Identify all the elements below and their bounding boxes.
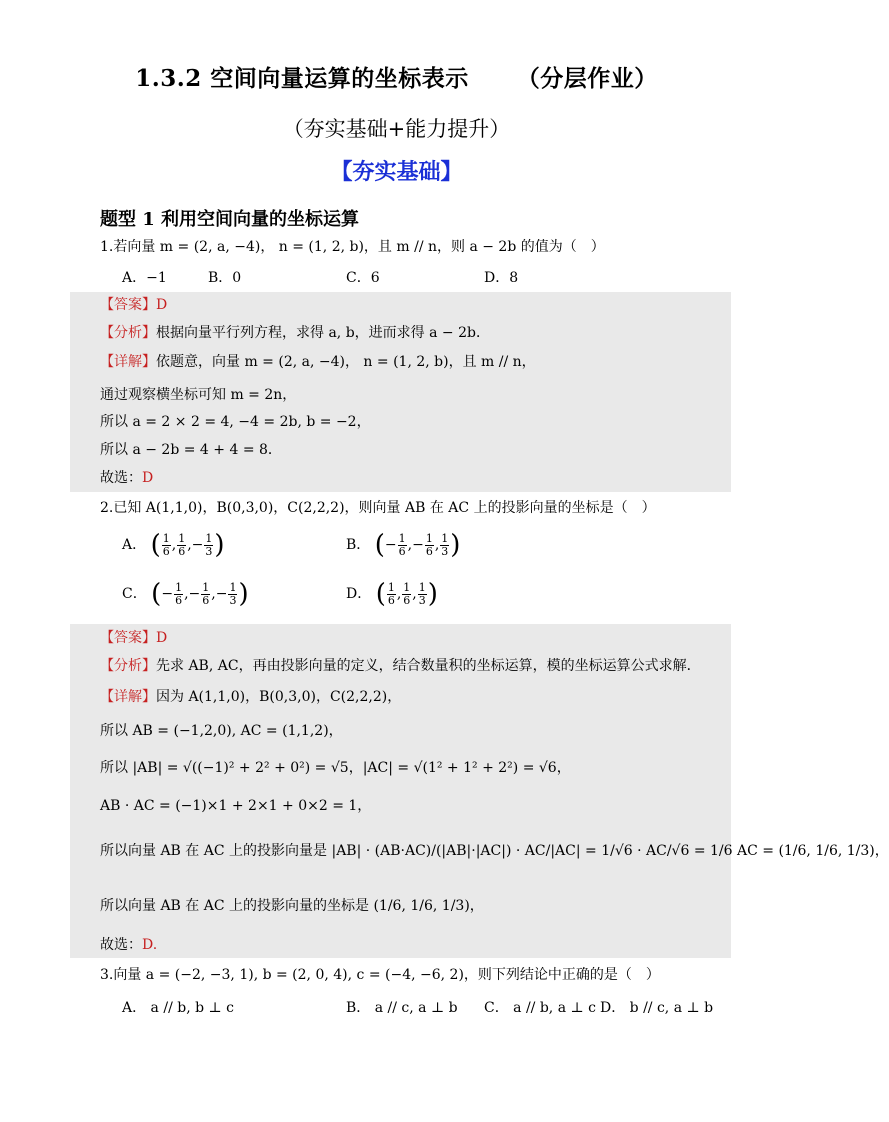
question-3-option-c: C． a // b, a ⊥ c bbox=[484, 1000, 596, 1016]
question-1-choose: 故选：D bbox=[100, 470, 154, 486]
question-2-detail-line-3: 所以 |AB| = √((−1)² + 2² + 0²) = √5，|AC| = √(1² + 1² + 2²) = √6， bbox=[100, 760, 571, 776]
question-1-detail-line-1: 【详解】依题意，向量 m = (2, a, −4)， n = (1, 2, b)，且 m // n， bbox=[100, 354, 536, 370]
question-1-analysis: 【分析】根据向量平行列方程，求得 a, b，进而求得 a − 2b． bbox=[100, 325, 490, 341]
title-main: 1.3.2 空间向量运算的坐标表示 bbox=[135, 65, 469, 92]
question-3-option-d: D． b // c, a ⊥ b bbox=[600, 1000, 714, 1016]
question-2-option-c: C． (− $\frac{1}{6}$ ,− $\frac{1}{6}$ ,− $\frac{1}{3}$ ) bbox=[122, 579, 249, 609]
title-tag: （分层作业） bbox=[516, 65, 658, 92]
question-3-stem: 3.向量 a = (−2, −3, 1), b = (2, 0, 4), c = (−4, −6, 2)，则下列结论中正确的是（ ） bbox=[100, 967, 660, 983]
question-2-detail-line-5: 所以向量 AB 在 AC 上的投影向量是 |AB| · (AB·AC)/(|AB|·|AC|) · AC/|AC| = 1/√6 · AC/√6 = 1/6 AC = (1/6, 1/6, 1/3)， bbox=[100, 843, 889, 859]
question-1-option-b: B．0 bbox=[208, 270, 242, 286]
question-2-stem: 2.已知 A(1,1,0)，B(0,3,0)，C(2,2,2)，则向量 AB 在 AC 上的投影向量的坐标是（ ） bbox=[100, 500, 656, 516]
question-1-detail-line-2: 通过观察横坐标可知 m = 2n， bbox=[100, 387, 297, 403]
page-title bbox=[0, 60, 793, 93]
question-2-analysis: 【分析】先求 AB, AC，再由投影向量的定义，结合数量积的坐标运算，模的坐标运算公式求解． bbox=[100, 658, 701, 674]
topic-heading: 题型 1 利用空间向量的坐标运算 bbox=[100, 209, 360, 230]
question-2-answer: 【答案】D bbox=[100, 630, 168, 646]
question-2-option-b: B． (− $\frac{1}{6}$ ,− $\frac{1}{6}$ , $\frac{1}{3}$ ) bbox=[346, 530, 461, 560]
question-2-option-d: D． ( $\frac{1}{6}$ , $\frac{1}{6}$ , $\frac{1}{3}$ ) bbox=[346, 579, 438, 609]
section-heading: 【夯实基础】 bbox=[330, 159, 463, 185]
question-1-detail-line-3: 所以 a = 2 × 2 = 4, −4 = 2b, b = −2， bbox=[100, 414, 371, 430]
question-2-detail-line-1: 【详解】因为 A(1,1,0)，B(0,3,0)，C(2,2,2)， bbox=[100, 689, 402, 705]
question-3-option-b: B． a // c, a ⊥ b bbox=[346, 1000, 458, 1016]
question-1-stem: 1.若向量 m = (2, a, −4)， n = (1, 2, b)，且 m // n，则 a − 2b 的值为（ ） bbox=[100, 239, 605, 255]
page-subtitle: （夯实基础+能力提升） bbox=[282, 117, 511, 141]
question-1-answer: 【答案】D bbox=[100, 297, 168, 313]
question-3-option-a: A． a // b, b ⊥ c bbox=[122, 1000, 234, 1016]
question-2-detail-line-6: 所以向量 AB 在 AC 上的投影向量的坐标是 (1/6, 1/6, 1/3)， bbox=[100, 898, 484, 914]
question-1-option-d: D．8 bbox=[484, 270, 519, 286]
question-2-option-a: A． ( $\frac{1}{6}$ , $\frac{1}{6}$ ,− $\frac{1}{3}$ ) bbox=[122, 530, 225, 560]
question-1-detail-line-4: 所以 a − 2b = 4 + 4 = 8． bbox=[100, 442, 282, 458]
question-2-detail-line-2: 所以 AB = (−1,2,0), AC = (1,1,2)， bbox=[100, 723, 343, 739]
question-2-choose: 故选：D. bbox=[100, 937, 158, 953]
question-1-option-c: C．6 bbox=[346, 270, 380, 286]
question-2-detail-line-4: AB · AC = (−1)×1 + 2×1 + 0×2 = 1， bbox=[100, 798, 372, 814]
question-1-option-a: A．−1 bbox=[122, 270, 167, 286]
